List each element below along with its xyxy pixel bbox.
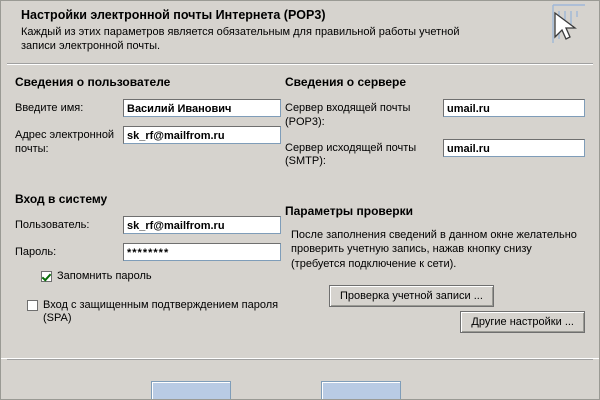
incoming-server-input[interactable]: umail.ru bbox=[443, 99, 585, 117]
outgoing-server-input[interactable]: umail.ru bbox=[443, 139, 585, 157]
spa-checkbox[interactable] bbox=[27, 300, 38, 311]
dialog-header bbox=[1, 1, 599, 61]
spa-checkbox-row[interactable] bbox=[27, 299, 281, 326]
test-account-button-row bbox=[329, 285, 585, 307]
footer-buttons bbox=[151, 381, 401, 400]
username-input[interactable]: sk_rf@mailfrom.ru bbox=[123, 216, 281, 234]
test-settings-note: После заполнения сведений в данном окне желательно проверить учетную запись, нажав кнопку снизу (требуется подключение к сети). bbox=[291, 229, 577, 270]
outgoing-server-row bbox=[285, 139, 585, 170]
mouse-pointer-icon bbox=[545, 3, 593, 51]
logon-group-title: Вход в систему bbox=[15, 191, 108, 206]
name-input[interactable]: Василий Иванович bbox=[123, 99, 281, 117]
remember-password-label: Запомнить пароль bbox=[57, 269, 152, 282]
incoming-server-label: Сервер входящей почты (POP3): bbox=[285, 102, 411, 128]
password-input[interactable]: ******** bbox=[123, 243, 281, 261]
footer-divider bbox=[7, 359, 593, 360]
incoming-server-row bbox=[285, 99, 585, 130]
other-settings-button[interactable]: Другие настройки ... bbox=[460, 311, 585, 333]
left-column bbox=[15, 75, 281, 326]
footer-button-left[interactable] bbox=[151, 381, 231, 400]
email-label: Адрес электронной почты: bbox=[15, 129, 115, 155]
dialog-footer bbox=[1, 358, 599, 399]
test-settings-group-title: Параметры проверки bbox=[285, 204, 413, 219]
name-field-row bbox=[15, 99, 281, 117]
server-info-group-title: Сведения о сервере bbox=[285, 75, 407, 90]
password-field-row bbox=[15, 243, 281, 261]
username-field-row bbox=[15, 216, 281, 234]
user-info-group-title: Сведения о пользователе bbox=[15, 75, 171, 90]
email-field-row bbox=[15, 126, 281, 157]
name-label: Введите имя: bbox=[15, 102, 84, 115]
outgoing-server-label: Сервер исходящей почты (SMTP): bbox=[285, 141, 417, 168]
other-settings-button-row bbox=[460, 311, 585, 333]
password-label: Пароль: bbox=[15, 245, 57, 258]
dialog-body bbox=[1, 65, 599, 395]
page-title: Настройки электронной почты Интернета (POP3) bbox=[21, 8, 326, 22]
username-label: Пользователь: bbox=[15, 218, 90, 231]
remember-password-checkbox-row[interactable] bbox=[41, 270, 281, 283]
footer-button-right[interactable] bbox=[321, 381, 401, 400]
test-account-button[interactable]: Проверка учетной записи ... bbox=[329, 285, 494, 307]
remember-password-checkbox[interactable] bbox=[41, 271, 52, 282]
right-column bbox=[285, 75, 585, 329]
header-description: Каждый из этих параметров является обязательным для правильной работы учетной записи электронной почты. bbox=[21, 26, 460, 53]
spa-label: Вход с защищенным подтверждением пароля (SPA) bbox=[43, 299, 279, 325]
email-input[interactable]: sk_rf@mailfrom.ru bbox=[123, 126, 281, 144]
